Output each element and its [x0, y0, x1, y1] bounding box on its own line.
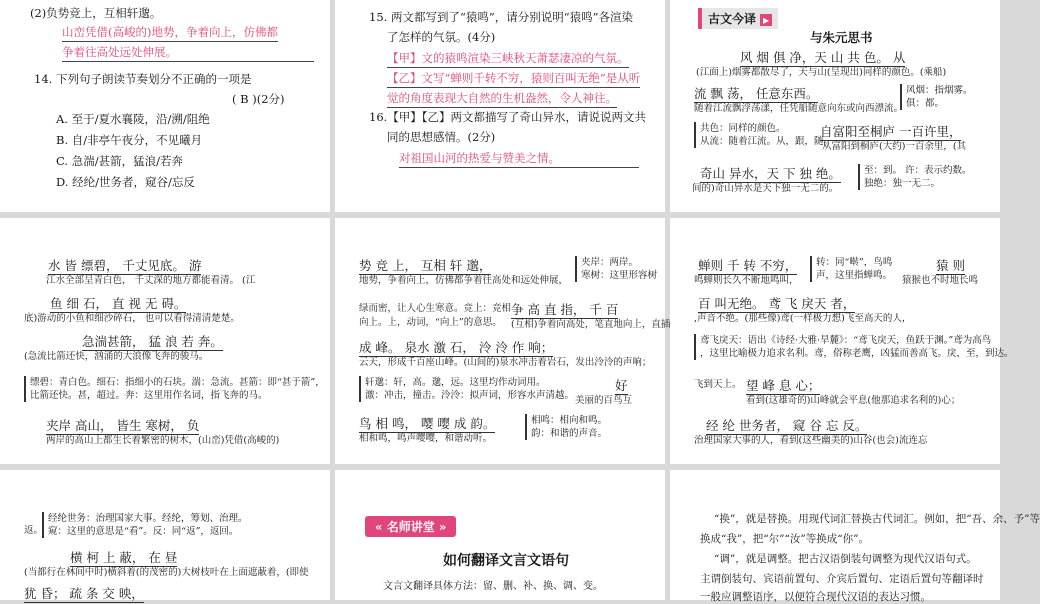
original-line: 百 叫无绝。 鸢 飞 戾天 者， — [698, 296, 856, 311]
option-c: C. 急湍/甚箭，猛浪/若奔 — [56, 154, 183, 168]
translation-line: 两岸的高山上都生长着繁密的树木，(山峦)凭借(高峻的) — [46, 435, 280, 446]
original-line: 好 — [615, 378, 628, 393]
original-line: 成 峰。 泉水 激 石， 泠 泠 作 响； — [359, 340, 554, 355]
question-15: 了怎样的气氛。(4分) — [387, 30, 496, 44]
annotation-text: 夹岸：两岸。 — [581, 257, 639, 268]
annotation-text: 转：同“啭”，鸟鸣 — [816, 257, 893, 268]
annotation — [900, 84, 973, 110]
chevron-right-icon: ▶ — [760, 14, 772, 26]
annotation — [42, 512, 248, 538]
annotation-text: ，这里比喻极力追求名利。鸢，俗称老鹰，凶猛而善高飞。戾，至，到达。 — [700, 348, 1014, 359]
panel-questions-15-16 — [335, 0, 665, 212]
original-line: 急湍甚箭， 猛 浪 若 奔。 — [82, 334, 223, 349]
annotation-text: 返。 — [24, 525, 44, 536]
original-line: 横 柯 上 蔽， 在 昼 — [70, 550, 178, 565]
translation-line: 底)游动的小鱼和细沙碎石， 也可以看得清清楚楚。 — [24, 313, 240, 324]
annotation — [525, 414, 607, 440]
original-line: 风 烟 俱 净，天 山 共 色。 从 — [740, 50, 906, 65]
original-line: 奇山 异水，天 下 独 绝。 — [700, 166, 841, 181]
annotation-text: 独绝：独一无二。 — [864, 178, 941, 189]
translation-line: (当都行在林间中时)横斜着(的茂密的)大树枝叶在上面遮蔽着，(即使 — [24, 567, 309, 578]
annotation-text: 至：到。 许：表示约数。 — [864, 165, 972, 176]
section-title: 古文今译 — [708, 12, 757, 26]
translation-line: 美丽的百鸟互 — [575, 395, 633, 406]
annotation-text: 从流：随着江流。从，跟，随。 — [700, 136, 834, 147]
section-header — [698, 8, 778, 29]
translation-line: (急流比箭还快，汹涌的大浪像飞奔的骏马。 — [24, 351, 209, 362]
answer-text: 【甲】文的猿鸣渲染三峡秋天萧瑟凄凉的气氛。 — [387, 50, 629, 68]
original-line: 犹 昏； 疏 条 交 映， — [24, 586, 144, 601]
annotation-text: 韵：和谐的声音。 — [531, 428, 608, 439]
annotation — [694, 122, 833, 148]
panel-method-text — [670, 470, 1040, 603]
original-line: 鱼 细 石， 直 视 无 碍。 — [50, 296, 187, 311]
annotation-text: 声，这里指蝉鸣。 — [816, 270, 893, 281]
panel-translation-2 — [0, 218, 330, 464]
original-line: 水 皆 缥碧， 千丈见底。 游 — [48, 258, 202, 273]
annotation-text: 相鸣：相向和鸣。 — [531, 415, 608, 426]
paragraph-line: “调”，就是调整。把古汉语倒装句调整为现代汉语句式。 — [714, 553, 977, 565]
original-line: 争 高 直 指， 千 百 — [511, 302, 619, 317]
original-line: 势 竞 上， 互相 轩 邈， — [359, 258, 492, 273]
annotation-text: 俱：都。 — [906, 98, 945, 109]
annotation-text: 寒树：这里形容树 — [581, 270, 658, 281]
translation-line: 云天，形成千百座山峰。(山间的)泉水冲击着岩石，发出泠泠的声响； — [359, 357, 652, 368]
annotation — [575, 256, 657, 282]
annotation-text: 向上。上，动词，“向上”的意思。 — [359, 317, 502, 328]
panel-teacher-lecture — [335, 470, 665, 600]
translation-line: 从富阳到桐庐(大约)一百余里，(其 — [822, 141, 967, 152]
annotation-text: 鸢飞戾天：语出《诗经·大雅·旱麓》：“鸢飞戾天，鱼跃于渊。”鸢为高鸟 — [700, 335, 992, 346]
annotation — [359, 376, 574, 402]
original-line: 流 飘 荡， 任意东西。 — [694, 86, 819, 101]
panel-questions-13-14 — [0, 0, 330, 212]
paragraph-line: 一般应调整语序，以便符合现代汉语的表达习惯。 — [700, 591, 931, 603]
original-line: 望 峰 息 心； — [746, 378, 821, 393]
paragraph-line: 主谓倒装句、宾语前置句、介宾后置句、定语后置句等翻译时 — [700, 573, 984, 585]
annotation-text: 激：冲击，撞击。泠泠：拟声词，形容水声清越。 — [365, 390, 575, 401]
translation-line: 地势，争着向上，仿佛都争着往高处和远处伸展， — [359, 275, 569, 286]
answer-text: 山峦凭借(高峻的)地势，争着向上，仿佛都 — [62, 24, 278, 42]
paragraph-line: “换”，就是替换。用现代词汇替换古代词汇。例如，把“吾、余、予”等 — [714, 513, 1040, 525]
translation-line: ,声音不绝。(那些像)鸢(一样极力想)飞至高天的人， — [694, 313, 912, 324]
translation-line: 治理国家大事的人，看到(这些幽美的)山谷(也会)流连忘 — [694, 435, 928, 446]
text-title: 与朱元思书 — [810, 30, 873, 45]
question-15: 15. 两文都写到了“猿鸣”，请分别说明“猿鸣”各渲染 — [369, 10, 633, 24]
original-line: 鸟 相 鸣， 嘤 嘤 成 韵。 — [359, 416, 496, 431]
original-line: 自富阳至桐庐 一百许里， — [820, 124, 962, 139]
question-16: 同的思想感情。(2分) — [387, 130, 496, 144]
annotation — [694, 334, 1014, 360]
answer-text: 对祖国山河的热爱与赞美之情。 — [399, 150, 639, 168]
original-line: 经 纶 世务者， 窥 谷 忘 反。 — [706, 418, 868, 433]
translation-line: 相和鸣，鸣声嘤嘤，和谐动听。 — [359, 433, 493, 444]
translation-line: 看到(这雄奇的)山峰就会平息(他那追求名利的)心； — [746, 395, 961, 406]
annotation — [24, 376, 325, 402]
double-chevron-left-icon: « — [375, 520, 383, 534]
translation-line: 随着江流飘浮荡漾，任凭船随意向东或向西漂流。 — [694, 103, 904, 114]
translation-line: (互相)争着向高处，笔直地向上，直插 — [511, 319, 671, 330]
annotation-text: 经纶世务：治理国家大事。经纶，筹划、治理。 — [48, 513, 248, 524]
question-14-answer: ( B )(2分) — [232, 92, 285, 106]
annotation-text: 共色：同样的颜色。 — [700, 123, 786, 134]
lecture-title: 如何翻译文言文语句 — [443, 553, 569, 569]
section-badge — [365, 516, 456, 537]
annotation-text: 缥碧：青白色。细石：指细小的石块。湍：急流。甚箭：即“甚于箭”， — [30, 377, 325, 388]
panel-translation-5 — [0, 470, 330, 600]
translation-line: 间的)奇山异水是天下独一无二的。 — [692, 183, 839, 194]
answer-text: 争着往高处远处伸展。 — [62, 44, 314, 62]
panel-translation-3 — [335, 218, 671, 464]
double-chevron-right-icon: » — [438, 520, 447, 534]
lecture-body: 文言文翻译具体方法：留、删、补、换、调、变。 — [383, 581, 603, 592]
translation-line: 猿猴也不时地长鸣 — [902, 275, 979, 286]
question-16: 16.【甲】【乙】两文都描写了奇山异水，请说说两文共 — [369, 110, 647, 124]
annotation-text: 风烟：指烟雾。 — [906, 85, 973, 96]
badge-label: 名师讲堂 — [386, 520, 435, 534]
answer-text: 【乙】文写“蝉则千转不穷，猿则百叫无绝”是从听 — [387, 70, 640, 88]
annotation-text: 轩邈：轩，高。邈，远。这里均作动词用。 — [365, 377, 546, 388]
annotation-text: 窥：这里的意思是“看”。反：同“返”，返回。 — [48, 526, 239, 537]
original-line: 蝉则 千 转 不穷， — [698, 258, 798, 273]
option-a: A. 至于/夏水襄陵，沿/溯/阻绝 — [56, 112, 210, 126]
annotation-text: 绿而密，让人心生寒意。竞上：竞相 — [359, 303, 512, 314]
option-d: D. 经纶/世务者，窥谷/忘反 — [56, 175, 195, 189]
annotation — [858, 164, 972, 190]
paragraph-line: 换成“我”，把“尔”“汝”等换成“你”。 — [700, 533, 869, 545]
annotation-text: 飞到天上。 — [694, 379, 742, 390]
annotation-text: 比箭还快。甚，超过。奔：这里用作名词，指飞奔的马。 — [30, 390, 268, 401]
translation-line: (江面上)烟雾都散尽了，天与山(呈现出)同样的颜色。(乘船) — [696, 67, 947, 78]
annotation — [810, 256, 892, 282]
option-b: B. 自/非亭午夜分，不见曦月 — [56, 133, 203, 147]
question-text: (2)负势竞上，互相轩邈。 — [30, 6, 162, 20]
panel-translation-1 — [670, 0, 1000, 212]
answer-text: 觉的角度表现大自然的生机盎然，令人神往。 — [387, 90, 617, 108]
original-line: 猿 则 — [936, 258, 965, 273]
translation-line: 鸣蝉则长久不断地鸣叫， — [694, 275, 799, 286]
translation-line: 江水全部呈青白色， 千丈深的地方都能看清。 (江 — [46, 275, 256, 286]
question-14: 14. 下列句子朗读节奏划分不正确的一项是 — [34, 72, 252, 86]
original-line: 夹岸 高山， 皆生 寒树， 负 — [46, 418, 200, 433]
panel-translation-4 — [670, 218, 1014, 464]
